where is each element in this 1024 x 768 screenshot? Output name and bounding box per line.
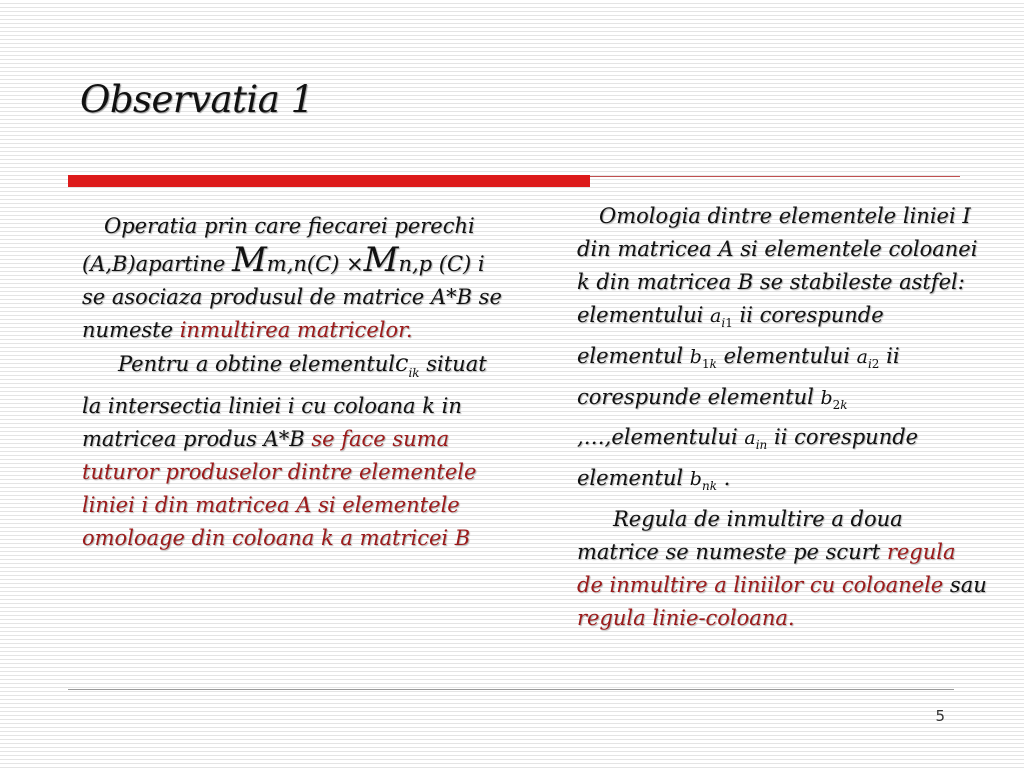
footer-divider [68,689,954,690]
right-p2-highlight-2: regula linie-coloana. [577,605,795,630]
right-p2-text-b: sau [943,572,987,597]
left-p1-text-b: m,n(C) × [266,252,364,276]
left-p1-text-c: n,p (C) i se asociaza produsul de matrice A*B se numeste [82,252,502,342]
formula-a-i1: $a_{i1}$ [710,305,733,330]
right-p2-highlight-1: regula de inmultire a liniilor cu coloanele [577,539,956,597]
page-number: 5 [935,707,945,725]
matrix-set-symbol-2: M [363,240,399,280]
right-paragraph-homology [577,200,987,503]
formula-b-2k: $b_{2k}$ [820,386,848,412]
slide-title: Observatia 1 [80,78,314,121]
left-p2-text-a: Pentru a obtine elementul [118,352,395,376]
left-p2-highlight: se face suma tuturor produselor dintre elementele liniei i din matricea A si elementele omoloage din coloana k a matricei B [82,426,477,550]
right-p1-text-b: ii corespunde elementul [577,303,884,368]
left-p2-text-b: situat la intersectia liniei i cu coloana k in matricea produs A*B [82,352,487,451]
right-p1-text-c: elementului [716,343,857,368]
matrix-set-symbol-1: M [231,240,267,280]
right-p1-text-f: ii corespunde elementul [577,425,919,491]
title-underline-line [590,176,960,177]
right-paragraph-rule [577,503,987,635]
right-text-column [577,200,987,635]
right-p1-text-a: Omologia dintre elementele liniei I din matricea A si elementele coloanei k din matricea B se stabileste astfel: elementului [577,204,978,327]
formula-c-ik: $c_{ik}$ [395,349,420,380]
right-p1-text-g: . [716,466,731,491]
right-p2-text-a: Regula de inmultire a doua matrice se numeste pe scurt [577,506,903,564]
left-paragraph-element [82,347,502,555]
formula-a-in: $a_{in}$ [744,427,768,453]
right-p1-text-d: ii corespunde elementul [577,343,900,409]
left-paragraph-definition [82,210,502,347]
left-p1-highlight: inmultirea matricelor. [179,318,413,342]
title-underline-bar [68,175,590,187]
formula-b-1k: $b_{1k}$ [689,345,717,371]
right-p1-text-e: ,…,elementului [577,425,745,450]
left-p1-text-a: Operatia prin care fiecarei perechi (A,B)apartine [82,214,475,276]
left-text-column [82,210,502,555]
formula-a-i2: $a_{i2}$ [856,345,880,371]
formula-b-nk: $b_{nk}$ [689,468,717,493]
